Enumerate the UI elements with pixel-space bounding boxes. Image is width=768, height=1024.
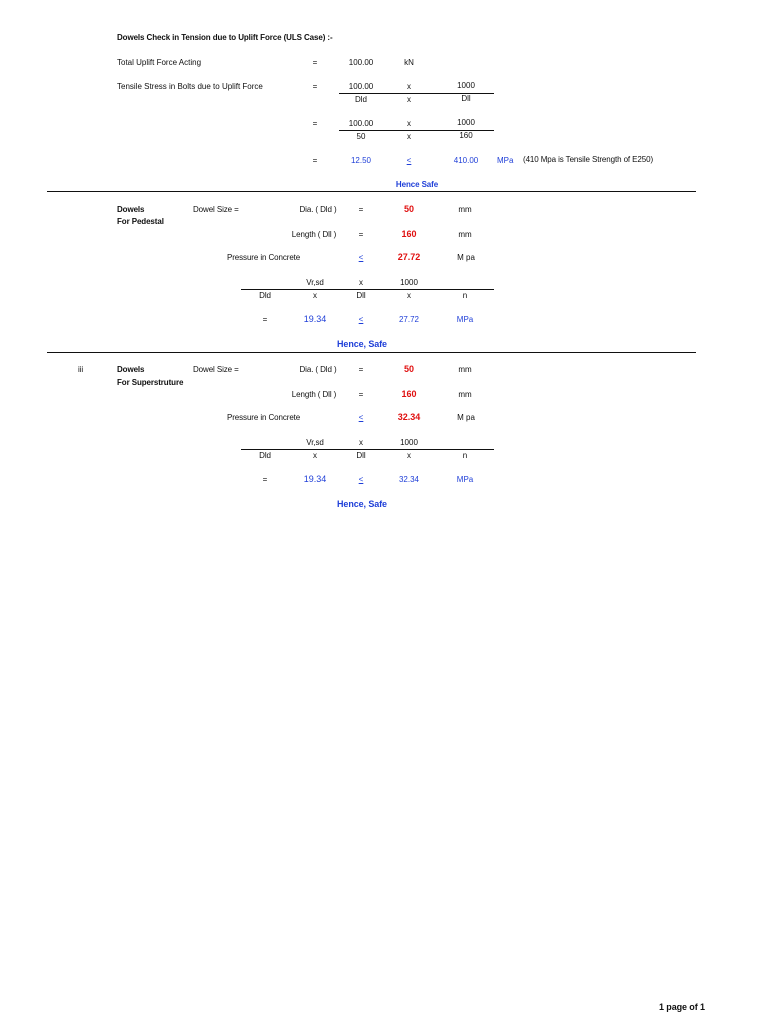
superstructure-dia-equals: = bbox=[358, 365, 364, 374]
uplift-equals: = bbox=[312, 58, 318, 67]
tensile-result-note: (410 Mpa is Tensile Strength of E250) bbox=[523, 155, 654, 164]
superstructure-title-2: For Superstruture bbox=[117, 378, 184, 387]
tensile-row2-equals: = bbox=[312, 119, 318, 128]
tensile-row2-num2: 1000 bbox=[457, 118, 475, 127]
superstructure-result-unit: MPa bbox=[456, 475, 474, 484]
pedestal-verdict: Hence, Safe bbox=[337, 339, 387, 349]
tensile-row2-den2: 160 bbox=[459, 131, 473, 140]
tensile-result-value: 12.50 bbox=[350, 156, 372, 165]
superstructure-dia-value: 50 bbox=[403, 364, 415, 374]
superstructure-result-limit: 32.34 bbox=[398, 475, 420, 484]
superstructure-pressure-value: 32.34 bbox=[397, 412, 421, 422]
pedestal-result-unit: MPa bbox=[456, 315, 474, 324]
pedestal-num-b: 1000 bbox=[400, 278, 418, 287]
pedestal-size-label: Dowel Size = bbox=[193, 205, 239, 214]
tensile-row1-num1: 100.00 bbox=[348, 82, 374, 91]
pedestal-den-b: Dll bbox=[356, 291, 366, 300]
tensile-row2-num1: 100.00 bbox=[348, 119, 374, 128]
section-divider-2 bbox=[47, 352, 696, 353]
superstructure-fraction-line bbox=[241, 449, 494, 450]
tensile-row2-x1: x bbox=[407, 119, 411, 128]
pedestal-length-equals: = bbox=[358, 230, 364, 239]
pedestal-title-1: Dowels bbox=[117, 205, 145, 214]
tensile-row1-equals: = bbox=[312, 82, 318, 91]
superstructure-pressure-unit: M pa bbox=[457, 413, 475, 422]
superstructure-den-c: n bbox=[462, 451, 468, 460]
tensile-row1-num2: 1000 bbox=[457, 81, 475, 90]
tensile-label: Tensile Stress in Bolts due to Uplift Force bbox=[117, 82, 263, 91]
uplift-label: Total Uplift Force Acting bbox=[117, 58, 202, 67]
pedestal-dia-value: 50 bbox=[403, 204, 415, 214]
pedestal-den-a: Dld bbox=[259, 291, 271, 300]
pedestal-pressure-label: Pressure in Concrete bbox=[227, 253, 301, 262]
superstructure-length-value: 160 bbox=[401, 389, 417, 399]
superstructure-dia-unit: mm bbox=[458, 365, 472, 374]
tensile-verdict: Hence Safe bbox=[395, 180, 439, 189]
pedestal-result-limit: 27.72 bbox=[398, 315, 420, 324]
pedestal-length-label: Length ( Dll ) bbox=[291, 230, 337, 239]
superstructure-verdict: Hence, Safe bbox=[337, 499, 387, 509]
section-divider-1 bbox=[47, 191, 696, 192]
pedestal-result-value: 19.34 bbox=[303, 314, 327, 324]
pedestal-dia-label: Dia. ( Dld ) bbox=[299, 205, 337, 214]
tensile-row2-x2: x bbox=[407, 132, 411, 141]
superstructure-pressure-le: < bbox=[358, 413, 364, 422]
superstructure-num-b: 1000 bbox=[400, 438, 418, 447]
pedestal-result-le: < bbox=[358, 315, 364, 324]
section-heading: Dowels Check in Tension due to Uplift Force (ULS Case) :- bbox=[117, 33, 333, 42]
tensile-row1-den1: Dld bbox=[354, 95, 368, 104]
pedestal-pressure-unit: M pa bbox=[457, 253, 475, 262]
superstructure-den-x1: x bbox=[313, 451, 317, 460]
superstructure-title-1: Dowels bbox=[117, 365, 145, 374]
pedestal-fraction-line bbox=[241, 289, 494, 290]
page-number: 1 page of 1 bbox=[659, 1002, 705, 1012]
tensile-row1-den2: Dll bbox=[461, 94, 471, 103]
pedestal-length-unit: mm bbox=[458, 230, 472, 239]
pedestal-length-value: 160 bbox=[401, 229, 417, 239]
uplift-value: 100.00 bbox=[348, 58, 374, 67]
tensile-row2-den1: 50 bbox=[356, 132, 366, 141]
superstructure-pressure-label: Pressure in Concrete bbox=[227, 413, 301, 422]
pedestal-pressure-le: < bbox=[358, 253, 364, 262]
superstructure-result-value: 19.34 bbox=[303, 474, 327, 484]
superstructure-result-le: < bbox=[358, 475, 364, 484]
pedestal-den-c: n bbox=[462, 291, 468, 300]
tensile-result-limit: 410.00 bbox=[453, 156, 479, 165]
uplift-unit: kN bbox=[404, 58, 414, 67]
pedestal-den-x2: x bbox=[407, 291, 411, 300]
superstructure-length-label: Length ( Dll ) bbox=[291, 390, 337, 399]
pedestal-pressure-value: 27.72 bbox=[397, 252, 421, 262]
pedestal-result-equals: = bbox=[262, 315, 268, 324]
superstructure-den-b: Dll bbox=[356, 451, 366, 460]
superstructure-num-a: Vr,sd bbox=[306, 438, 324, 447]
tensile-row1-fraction-line bbox=[339, 93, 494, 94]
pedestal-dia-unit: mm bbox=[458, 205, 472, 214]
tensile-result-unit: MPa bbox=[497, 156, 514, 165]
pedestal-title-2: For Pedestal bbox=[117, 217, 164, 226]
tensile-row1-x1: x bbox=[407, 82, 411, 91]
superstructure-num-x: x bbox=[359, 438, 363, 447]
superstructure-size-label: Dowel Size = bbox=[193, 365, 239, 374]
superstructure-dia-label: Dia. ( Dld ) bbox=[299, 365, 337, 374]
tensile-result-le: < bbox=[406, 156, 412, 165]
superstructure-den-x2: x bbox=[407, 451, 411, 460]
pedestal-den-x1: x bbox=[313, 291, 317, 300]
superstructure-den-a: Dld bbox=[259, 451, 271, 460]
pedestal-num-x: x bbox=[359, 278, 363, 287]
tensile-row1-x2: x bbox=[407, 95, 411, 104]
superstructure-length-unit: mm bbox=[458, 390, 472, 399]
superstructure-result-equals: = bbox=[262, 475, 268, 484]
superstructure-index: iii bbox=[78, 365, 84, 374]
superstructure-length-equals: = bbox=[358, 390, 364, 399]
tensile-result-equals: = bbox=[312, 156, 318, 165]
pedestal-dia-equals: = bbox=[358, 205, 364, 214]
pedestal-num-a: Vr,sd bbox=[306, 278, 324, 287]
